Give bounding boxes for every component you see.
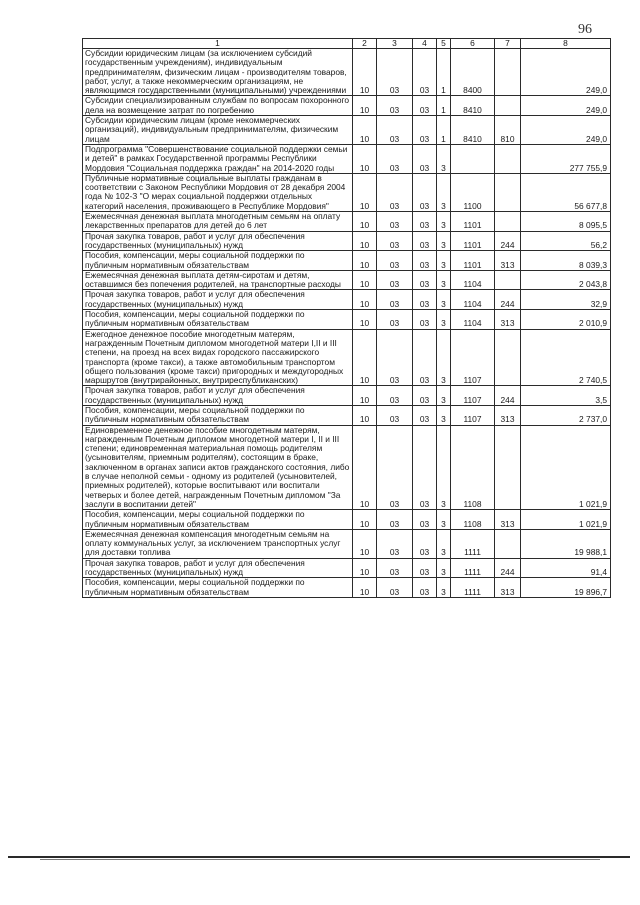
row-amount: 249,0 [521, 49, 611, 96]
row-code-5: 3 [437, 425, 451, 510]
column-header-1: 1 [83, 39, 353, 49]
row-code-7 [495, 329, 521, 386]
row-code-6: 1108 [451, 425, 495, 510]
row-code-5: 3 [437, 578, 451, 598]
row-code-5: 3 [437, 144, 451, 173]
row-code-5: 3 [437, 251, 451, 271]
row-description: Пособия, компенсации, меры социальной поддержки по публичным нормативным обязательствам [83, 310, 353, 330]
row-code-6: 1104 [451, 310, 495, 330]
row-amount: 3,5 [521, 386, 611, 406]
row-code-7 [495, 270, 521, 290]
row-code-5: 3 [437, 558, 451, 578]
row-code-3: 03 [377, 510, 413, 530]
table-row [83, 251, 611, 271]
row-description: Публичные нормативные социальные выплаты гражданам в соответствии с Законом Республики Мордовия от 28 декабря 2004 года № 102-З "О мерах социальной поддержки отдельных категорий населения, проживающего в Республике Мордовия" [83, 173, 353, 211]
page-number: 96 [578, 22, 592, 37]
row-amount: 2 740,5 [521, 329, 611, 386]
row-code-3: 03 [377, 173, 413, 211]
row-code-7 [495, 49, 521, 96]
row-code-7 [495, 425, 521, 510]
row-code-3: 03 [377, 329, 413, 386]
row-code-5: 1 [437, 96, 451, 116]
table-row [83, 510, 611, 530]
row-code-2: 10 [353, 290, 377, 310]
row-code-4: 03 [413, 329, 437, 386]
row-code-7 [495, 529, 521, 558]
row-description: Ежемесячная денежная выплата многодетным семьям на оплату лекарственных препаратов для детей до 6 лет [83, 212, 353, 232]
column-header-3: 3 [377, 39, 413, 49]
column-header-7: 7 [495, 39, 521, 49]
table-header-row [83, 39, 611, 49]
row-code-4: 03 [413, 49, 437, 96]
table-row [83, 144, 611, 173]
row-code-5: 3 [437, 529, 451, 558]
row-amount: 277 755,9 [521, 144, 611, 173]
row-code-7: 244 [495, 386, 521, 406]
row-code-7: 244 [495, 558, 521, 578]
row-code-2: 10 [353, 49, 377, 96]
row-code-4: 03 [413, 510, 437, 530]
row-amount: 2 010,9 [521, 310, 611, 330]
row-code-4: 03 [413, 144, 437, 173]
row-code-4: 03 [413, 578, 437, 598]
row-code-3: 03 [377, 290, 413, 310]
row-code-2: 10 [353, 270, 377, 290]
row-description: Пособия, компенсации, меры социальной поддержки по публичным нормативным обязательствам [83, 251, 353, 271]
row-code-6: 1101 [451, 251, 495, 271]
row-code-7 [495, 173, 521, 211]
row-code-2: 10 [353, 231, 377, 251]
row-description: Ежемесячная денежная выплата детям-сиротам и детям, оставшимся без попечения родителей, на транспортные расходы [83, 270, 353, 290]
budget-table [82, 38, 611, 598]
table-row [83, 310, 611, 330]
row-code-7: 244 [495, 231, 521, 251]
row-code-6: 1108 [451, 510, 495, 530]
row-code-2: 10 [353, 310, 377, 330]
row-code-5: 3 [437, 405, 451, 425]
row-code-6: 1104 [451, 270, 495, 290]
table-row [83, 558, 611, 578]
row-code-2: 10 [353, 510, 377, 530]
row-code-6: 1111 [451, 578, 495, 598]
row-code-3: 03 [377, 231, 413, 251]
scan-edge-line [8, 856, 630, 858]
row-code-6: 1100 [451, 173, 495, 211]
row-code-7 [495, 144, 521, 173]
row-code-5: 3 [437, 231, 451, 251]
row-code-7: 244 [495, 290, 521, 310]
row-description: Прочая закупка товаров, работ и услуг для обеспечения государственных (муниципальных) нужд [83, 290, 353, 310]
row-code-4: 03 [413, 116, 437, 145]
row-code-4: 03 [413, 212, 437, 232]
row-amount: 91,4 [521, 558, 611, 578]
row-code-6: 1111 [451, 529, 495, 558]
row-code-7: 313 [495, 310, 521, 330]
row-code-7: 313 [495, 578, 521, 598]
row-code-2: 10 [353, 212, 377, 232]
row-code-3: 03 [377, 558, 413, 578]
row-amount: 56,2 [521, 231, 611, 251]
row-code-3: 03 [377, 212, 413, 232]
row-code-2: 10 [353, 578, 377, 598]
row-code-6: 1104 [451, 290, 495, 310]
table-row [83, 405, 611, 425]
row-code-2: 10 [353, 558, 377, 578]
row-amount: 8 039,3 [521, 251, 611, 271]
table-row [83, 329, 611, 386]
row-code-2: 10 [353, 405, 377, 425]
row-code-5: 3 [437, 212, 451, 232]
row-amount: 19 896,7 [521, 578, 611, 598]
row-amount: 8 095,5 [521, 212, 611, 232]
table-row [83, 116, 611, 145]
row-code-7 [495, 212, 521, 232]
table-row [83, 173, 611, 211]
row-code-5: 3 [437, 270, 451, 290]
table-row [83, 529, 611, 558]
row-code-3: 03 [377, 96, 413, 116]
row-code-4: 03 [413, 405, 437, 425]
table-row [83, 231, 611, 251]
row-amount: 249,0 [521, 116, 611, 145]
row-code-3: 03 [377, 578, 413, 598]
row-code-3: 03 [377, 405, 413, 425]
row-code-3: 03 [377, 270, 413, 290]
row-description: Прочая закупка товаров, работ и услуг для обеспечения государственных (муниципальных) нужд [83, 231, 353, 251]
row-description: Ежемесячная денежная компенсация многодетным семьям на оплату коммунальных услуг, за исключением транспортных услуг для доставки топлива [83, 529, 353, 558]
row-code-5: 1 [437, 116, 451, 145]
row-code-2: 10 [353, 529, 377, 558]
row-code-3: 03 [377, 425, 413, 510]
row-code-3: 03 [377, 144, 413, 173]
row-code-6: 1101 [451, 231, 495, 251]
row-code-2: 10 [353, 116, 377, 145]
row-description: Пособия, компенсации, меры социальной поддержки по публичным нормативным обязательствам [83, 405, 353, 425]
row-code-6: 8400 [451, 49, 495, 96]
row-code-2: 10 [353, 251, 377, 271]
row-description: Подпрограмма "Совершенствование социальной поддержки семьи и детей" в рамках Государственной программы Республики Мордовия "Социальная поддержка граждан" на 2014-2020 годы [83, 144, 353, 173]
row-code-4: 03 [413, 270, 437, 290]
row-code-7: 313 [495, 510, 521, 530]
row-description: Субсидии юридическим лицам (кроме некоммерческих организаций), индивидуальным предпринимателям, физическим лицам [83, 116, 353, 145]
row-code-3: 03 [377, 116, 413, 145]
row-code-5: 3 [437, 386, 451, 406]
row-description: Субсидии специализированным службам по вопросам похоронного дела на возмещение затрат по погребению [83, 96, 353, 116]
row-code-4: 03 [413, 558, 437, 578]
row-code-6: 8410 [451, 116, 495, 145]
row-code-6: 1111 [451, 558, 495, 578]
row-amount: 32,9 [521, 290, 611, 310]
table-row [83, 425, 611, 510]
column-header-4: 4 [413, 39, 437, 49]
row-code-3: 03 [377, 251, 413, 271]
table-row [83, 290, 611, 310]
row-code-2: 10 [353, 386, 377, 406]
row-code-5: 3 [437, 290, 451, 310]
column-header-8: 8 [521, 39, 611, 49]
row-description: Ежегодное денежное пособие многодетным матерям, награжденным Почетным дипломом многодетной матери I,II и III степени, на проезд на всех видах городского пассажирского транспорта (кроме такси), а также автомобильным транспортом общего пользования (кроме такси) пригородных и междугородных маршрутов (внутрирайонных, внутриреспубликанских) [83, 329, 353, 386]
row-description: Субсидии юридическим лицам (за исключением субсидий государственным учреждениям), индивидуальным предпринимателям, физическим лицам - производителям товаров, работ, услуг, а также некоммерческим организациям, не являющимся государственными (муниципальными) учреждениями [83, 49, 353, 96]
row-code-3: 03 [377, 386, 413, 406]
row-description: Прочая закупка товаров, работ и услуг для обеспечения государственных (муниципальных) нужд [83, 386, 353, 406]
scan-edge-line-secondary [40, 859, 600, 860]
row-code-7: 313 [495, 251, 521, 271]
column-header-5: 5 [437, 39, 451, 49]
row-code-2: 10 [353, 96, 377, 116]
row-code-5: 3 [437, 329, 451, 386]
row-code-5: 3 [437, 310, 451, 330]
row-amount: 1 021,9 [521, 510, 611, 530]
row-amount: 56 677,8 [521, 173, 611, 211]
row-amount: 2 737,0 [521, 405, 611, 425]
table-body [83, 49, 611, 598]
table-row [83, 270, 611, 290]
table-row [83, 49, 611, 96]
row-description: Пособия, компенсации, меры социальной поддержки по публичным нормативным обязательствам [83, 510, 353, 530]
table-row [83, 386, 611, 406]
row-code-4: 03 [413, 310, 437, 330]
row-code-3: 03 [377, 49, 413, 96]
row-code-5: 3 [437, 510, 451, 530]
column-header-2: 2 [353, 39, 377, 49]
row-code-6: 8410 [451, 96, 495, 116]
row-code-4: 03 [413, 251, 437, 271]
row-code-4: 03 [413, 290, 437, 310]
row-description: Единовременное денежное пособие многодетным матерям, награжденным Почетным дипломом многодетной матери I, II и III степени; единовременная материальная помощь родителям (усыновителям, приемным родителям), состоящим в браке, заключенном в органах записи актов гражданского состояния, либо в случае неполной семьи - одному из родителей (усыновителей, приемных родителей), которые воспитывают или воспитали четверых и более детей, награжденным Почетным дипломом "За заслуги в воспитании детей" [83, 425, 353, 510]
row-amount: 2 043,8 [521, 270, 611, 290]
row-code-2: 10 [353, 144, 377, 173]
row-code-7: 313 [495, 405, 521, 425]
row-code-5: 1 [437, 49, 451, 96]
row-code-4: 03 [413, 425, 437, 510]
row-code-4: 03 [413, 173, 437, 211]
row-code-6: 1107 [451, 386, 495, 406]
row-amount: 19 988,1 [521, 529, 611, 558]
row-code-2: 10 [353, 173, 377, 211]
row-code-2: 10 [353, 425, 377, 510]
column-header-6: 6 [451, 39, 495, 49]
row-code-6: 1101 [451, 212, 495, 232]
row-code-4: 03 [413, 529, 437, 558]
row-code-4: 03 [413, 231, 437, 251]
row-code-6 [451, 144, 495, 173]
row-code-3: 03 [377, 529, 413, 558]
row-description: Пособия, компенсации, меры социальной поддержки по публичным нормативным обязательствам [83, 578, 353, 598]
table-row [83, 212, 611, 232]
row-code-2: 10 [353, 329, 377, 386]
row-amount: 249,0 [521, 96, 611, 116]
row-code-4: 03 [413, 386, 437, 406]
row-description: Прочая закупка товаров, работ и услуг для обеспечения государственных (муниципальных) нужд [83, 558, 353, 578]
row-code-6: 1107 [451, 329, 495, 386]
row-code-4: 03 [413, 96, 437, 116]
table-row [83, 578, 611, 598]
table-row [83, 96, 611, 116]
row-code-5: 3 [437, 173, 451, 211]
row-code-7: 810 [495, 116, 521, 145]
row-code-6: 1107 [451, 405, 495, 425]
row-code-7 [495, 96, 521, 116]
row-code-3: 03 [377, 310, 413, 330]
row-amount: 1 021,9 [521, 425, 611, 510]
